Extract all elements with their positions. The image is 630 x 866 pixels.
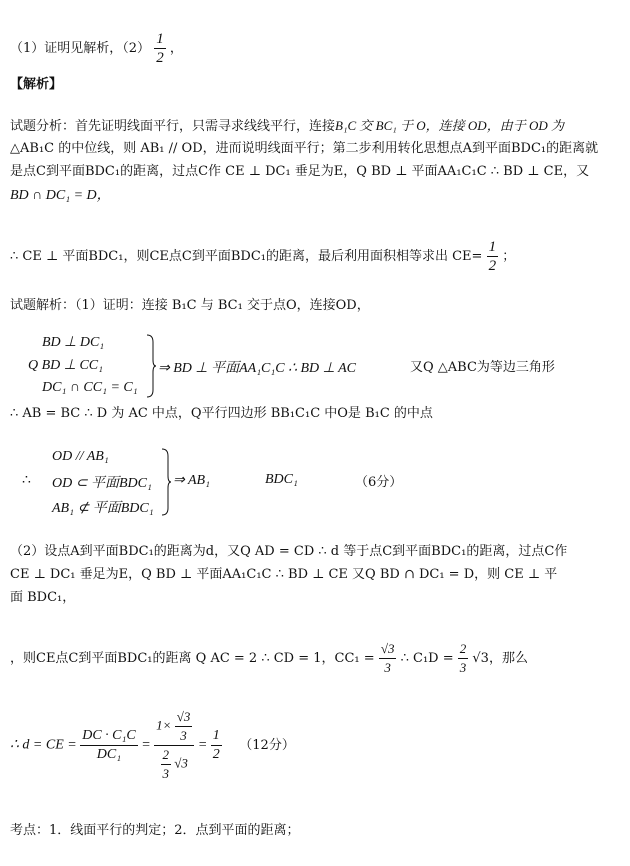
cc1-fraction [379, 640, 397, 677]
final-f2-inner [175, 708, 193, 745]
part2-line-2: CE ⊥ DC₁ 垂足为E，Q BD ⊥ 平面AA₁C₁C ∴ BD ⊥ CE 又Q BD ∩ DC₁ = D，则 CE ⊥ 平 [10, 567, 558, 582]
cc1-frac-num: √3 [379, 640, 397, 659]
score-12: （12分） [239, 737, 295, 753]
final-fraction-3 [211, 727, 222, 764]
final-lhs: ∴ d = CE = [10, 737, 77, 753]
answer-tail: ， [169, 41, 183, 56]
final-f2-inner-num: √3 [175, 708, 193, 727]
final-f2-num-top: 1× [156, 717, 172, 733]
system-1-result: ⇒ BD ⊥ 平面AA₁C₁C ∴ BD ⊥ AC [158, 361, 357, 376]
final-f3-num: 1 [211, 727, 222, 746]
system-1-row-2: Q BD ⊥ CC₁ [28, 358, 104, 373]
analysis-frac-num: 1 [488, 239, 497, 255]
final-f3-den: 2 [212, 747, 220, 762]
final-f2-den-sqrt: √3 [174, 755, 188, 771]
analysis-tail: ； [502, 249, 516, 264]
analysis-line-5 [10, 238, 515, 275]
section-title: 【解析】 [10, 77, 63, 92]
c1d-fraction [458, 640, 469, 677]
analysis-text-5a: ∴ CE ⊥ 平面BDC₁，则CE点C到平面BDC₁的距离，最后利用面积相等求出 CE= [10, 249, 483, 264]
final-f2-den-den: 3 [162, 766, 170, 781]
part2-text-4c: √3，那么 [472, 651, 528, 666]
analysis-line-4: BD ∩ DC₁ = D， [10, 188, 111, 203]
final-fraction-2 [154, 708, 194, 783]
answer-text: （1）证明见解析，（2） [10, 41, 151, 56]
final-f2-den [154, 746, 194, 783]
answer-frac-num: 1 [156, 31, 164, 47]
answer-fraction [154, 30, 166, 67]
analysis-line-3: 是点C到平面BDC₁的距离，过点C作 CE ⊥ DC₁ 垂足为E，Q BD ⊥ 平面AA₁C₁C ∴ BD ⊥ CE，又 [10, 164, 590, 179]
answer-line [10, 30, 183, 67]
system-1-brace [145, 334, 157, 398]
final-equation [10, 708, 295, 783]
final-eq-1: = [141, 737, 151, 753]
system-1-extra: 又Q △ABC为等边三角形 [410, 360, 555, 375]
solution-line-1: 试题解析：（1）证明：连接 B₁C 与 BC₁ 交于点O，连接OD， [10, 298, 370, 313]
system-2-brace [160, 448, 172, 516]
analysis-text-1a: 试题分析：首先证明线面平行，只需寻求线线平行，连接 [10, 119, 336, 134]
analysis-line-2: △AB₁C 的中位线，则 AB₁ // OD，进而说明线面平行；第二步利用转化思想点A到平面BDC₁的距离就 [10, 141, 599, 156]
c1d-frac-den: 3 [459, 660, 467, 675]
final-f1-num: DC · C₁C [80, 727, 138, 746]
system-2-row-2: OD ⊂ 平面BDC₁ [52, 476, 152, 491]
analysis-text-1b: B₁C 交 BC₁ 于 O，连接 OD，由于 OD 为 [335, 118, 564, 133]
analysis-line-1 [10, 117, 564, 136]
answer-frac-den: 2 [156, 50, 164, 66]
system-1-row-1: BD ⊥ DC₁ [42, 335, 105, 350]
final-f2-den-num: 2 [161, 746, 172, 765]
c1d-frac-num: 2 [458, 640, 469, 659]
solution-line-ab: ∴ AB = BC ∴ D 为 AC 中点，Q平行四边形 BB₁C₁C 中O是 B₁C 的中点 [10, 406, 433, 421]
system-2-row-3: AB₁ ⊄ 平面BDC₁ [52, 501, 154, 516]
system-2-plane: BDC₁ [265, 472, 298, 487]
score-6: （6分） [355, 475, 403, 490]
final-f2-den-frac [161, 746, 172, 783]
part2-text-4a: ，则CE点C到平面BDC₁的距离 Q AC = 2 ∴ CD = 1，CC₁ = [10, 651, 375, 666]
kaodian-line: 考点：1．线面平行的判定；2．点到平面的距离； [10, 823, 300, 838]
part2-text-4b: ∴ C₁D = [400, 651, 454, 666]
part2-line-3: 面 BDC₁， [10, 590, 76, 605]
cc1-frac-den: 3 [384, 660, 391, 675]
final-f2-inner-den: 3 [180, 728, 187, 743]
therefore-symbol: ∴ [22, 473, 31, 488]
part2-line-1: （2）设点A到平面BDC₁的距离为d，又Q AD = CD ∴ d 等于点C到平面BDC₁的距离，过点C作 [10, 544, 568, 559]
analysis-frac-den: 2 [488, 258, 497, 274]
final-eq-2: = [197, 737, 208, 753]
final-f1-den: DC₁ [96, 747, 122, 762]
analysis-fraction [487, 238, 499, 275]
system-1-row-3: DC₁ ∩ CC₁ = C₁ [42, 380, 138, 395]
final-fraction-1 [80, 727, 138, 764]
system-2-result: ⇒ AB₁ [173, 473, 210, 488]
part2-line-4 [10, 640, 528, 677]
system-2-row-1: OD // AB₁ [52, 449, 109, 464]
final-f2-num [154, 708, 194, 746]
